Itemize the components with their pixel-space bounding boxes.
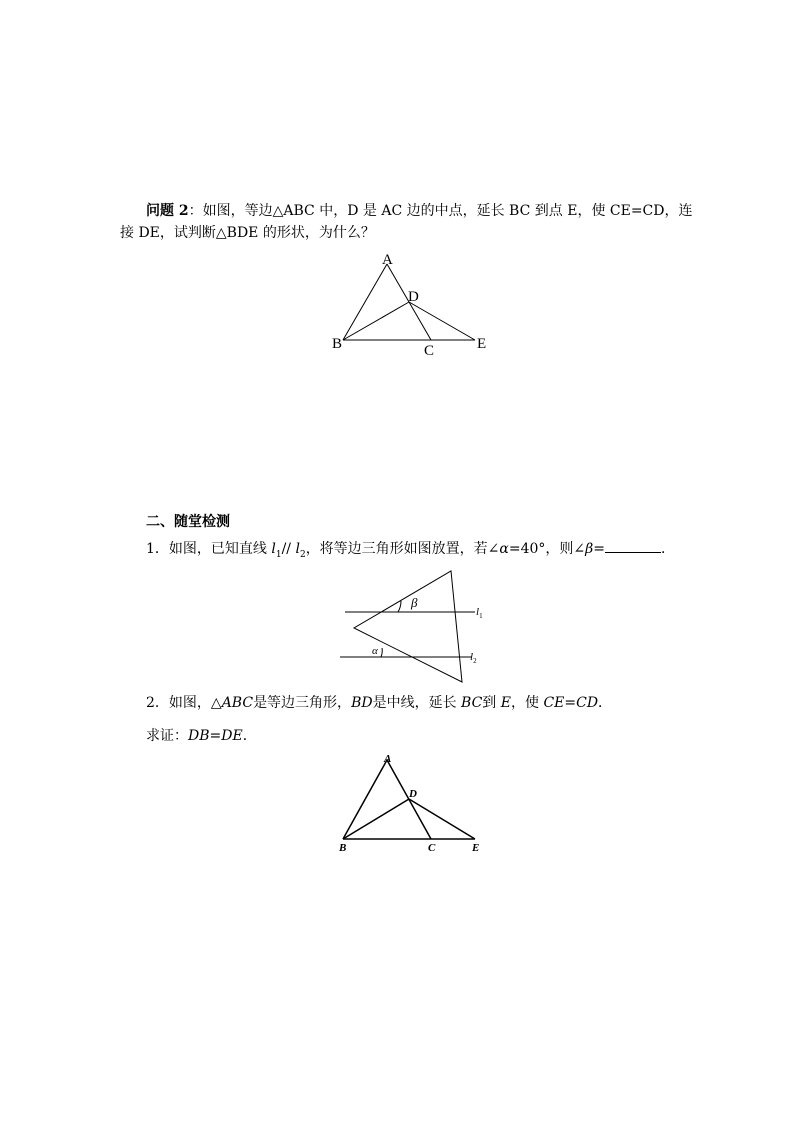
fig1-label-e: E bbox=[477, 336, 487, 352]
fig3-label-e: E bbox=[472, 842, 480, 854]
q1-alpha: α bbox=[499, 541, 509, 557]
q2-de: DE bbox=[221, 728, 243, 744]
q1-beta: β bbox=[585, 541, 594, 557]
q2-proof-eq: = bbox=[209, 728, 222, 744]
fig2-alpha: α bbox=[372, 645, 378, 657]
problem2-line2: 接 DE，试判断△BDE 的形状，为什么？ bbox=[120, 225, 375, 241]
q1-middle: ，将等边三角形如图放置，若∠ bbox=[305, 541, 500, 557]
q2-abc: ABC bbox=[221, 695, 254, 711]
q2-part4: 到 bbox=[482, 695, 501, 711]
fig1-label-a: A bbox=[382, 252, 393, 268]
q2-part1: 2．如图，△ bbox=[146, 695, 222, 711]
q2-ce: CE bbox=[543, 695, 565, 711]
q2-bc: BC bbox=[461, 695, 483, 711]
q1-period: ． bbox=[661, 541, 675, 557]
fig2-l2: $l_2$ bbox=[470, 651, 477, 665]
q2-bd: BD bbox=[351, 695, 373, 711]
q2-proof-end: ． bbox=[242, 728, 257, 744]
fig1-label-b: B bbox=[332, 336, 343, 352]
fig1-label-c: C bbox=[424, 343, 435, 359]
fig3-label-b: B bbox=[339, 842, 347, 854]
q1-alpha-value: =40°，则∠ bbox=[508, 541, 586, 557]
q2-part3: 是中线，延长 bbox=[372, 695, 462, 711]
q1-l1: l bbox=[271, 541, 276, 557]
fig1-label-d: D bbox=[408, 289, 419, 305]
section2-heading: 二、随堂检测 bbox=[146, 514, 230, 530]
fig3-label-a: A bbox=[384, 753, 392, 765]
fig2-l1: $l_1$ bbox=[476, 606, 483, 620]
problem2-text-1: ：如图，等边△ABC 中，D 是 AC 边的中点，延长 BC 到点 E，使 CE=CD，连 bbox=[188, 203, 693, 219]
q2-db: DB bbox=[188, 728, 210, 744]
fig3-label-d: D bbox=[409, 788, 417, 800]
q1-parallel: // bbox=[281, 541, 296, 557]
q2-part5: ，使 bbox=[510, 695, 544, 711]
q1-l2: l bbox=[295, 541, 300, 557]
problem2-label: 问题 2 bbox=[146, 203, 189, 219]
fig3-label-c: C bbox=[428, 842, 436, 854]
q2-proof-label: 求证： bbox=[146, 728, 188, 744]
q1-l2-sub: 2 bbox=[299, 549, 306, 560]
q2-end: ． bbox=[598, 695, 613, 711]
fig2-beta: β bbox=[411, 595, 418, 610]
q2-part2: 是等边三角形， bbox=[253, 695, 352, 711]
q2-eq: = bbox=[564, 695, 577, 711]
q2-cd: CD bbox=[576, 695, 599, 711]
q1-prefix: 1．如图，已知直线 bbox=[146, 541, 272, 557]
q2-e: E bbox=[500, 695, 511, 711]
q1-l1-sub: 1 bbox=[275, 549, 282, 560]
q1-end: = bbox=[593, 541, 605, 557]
